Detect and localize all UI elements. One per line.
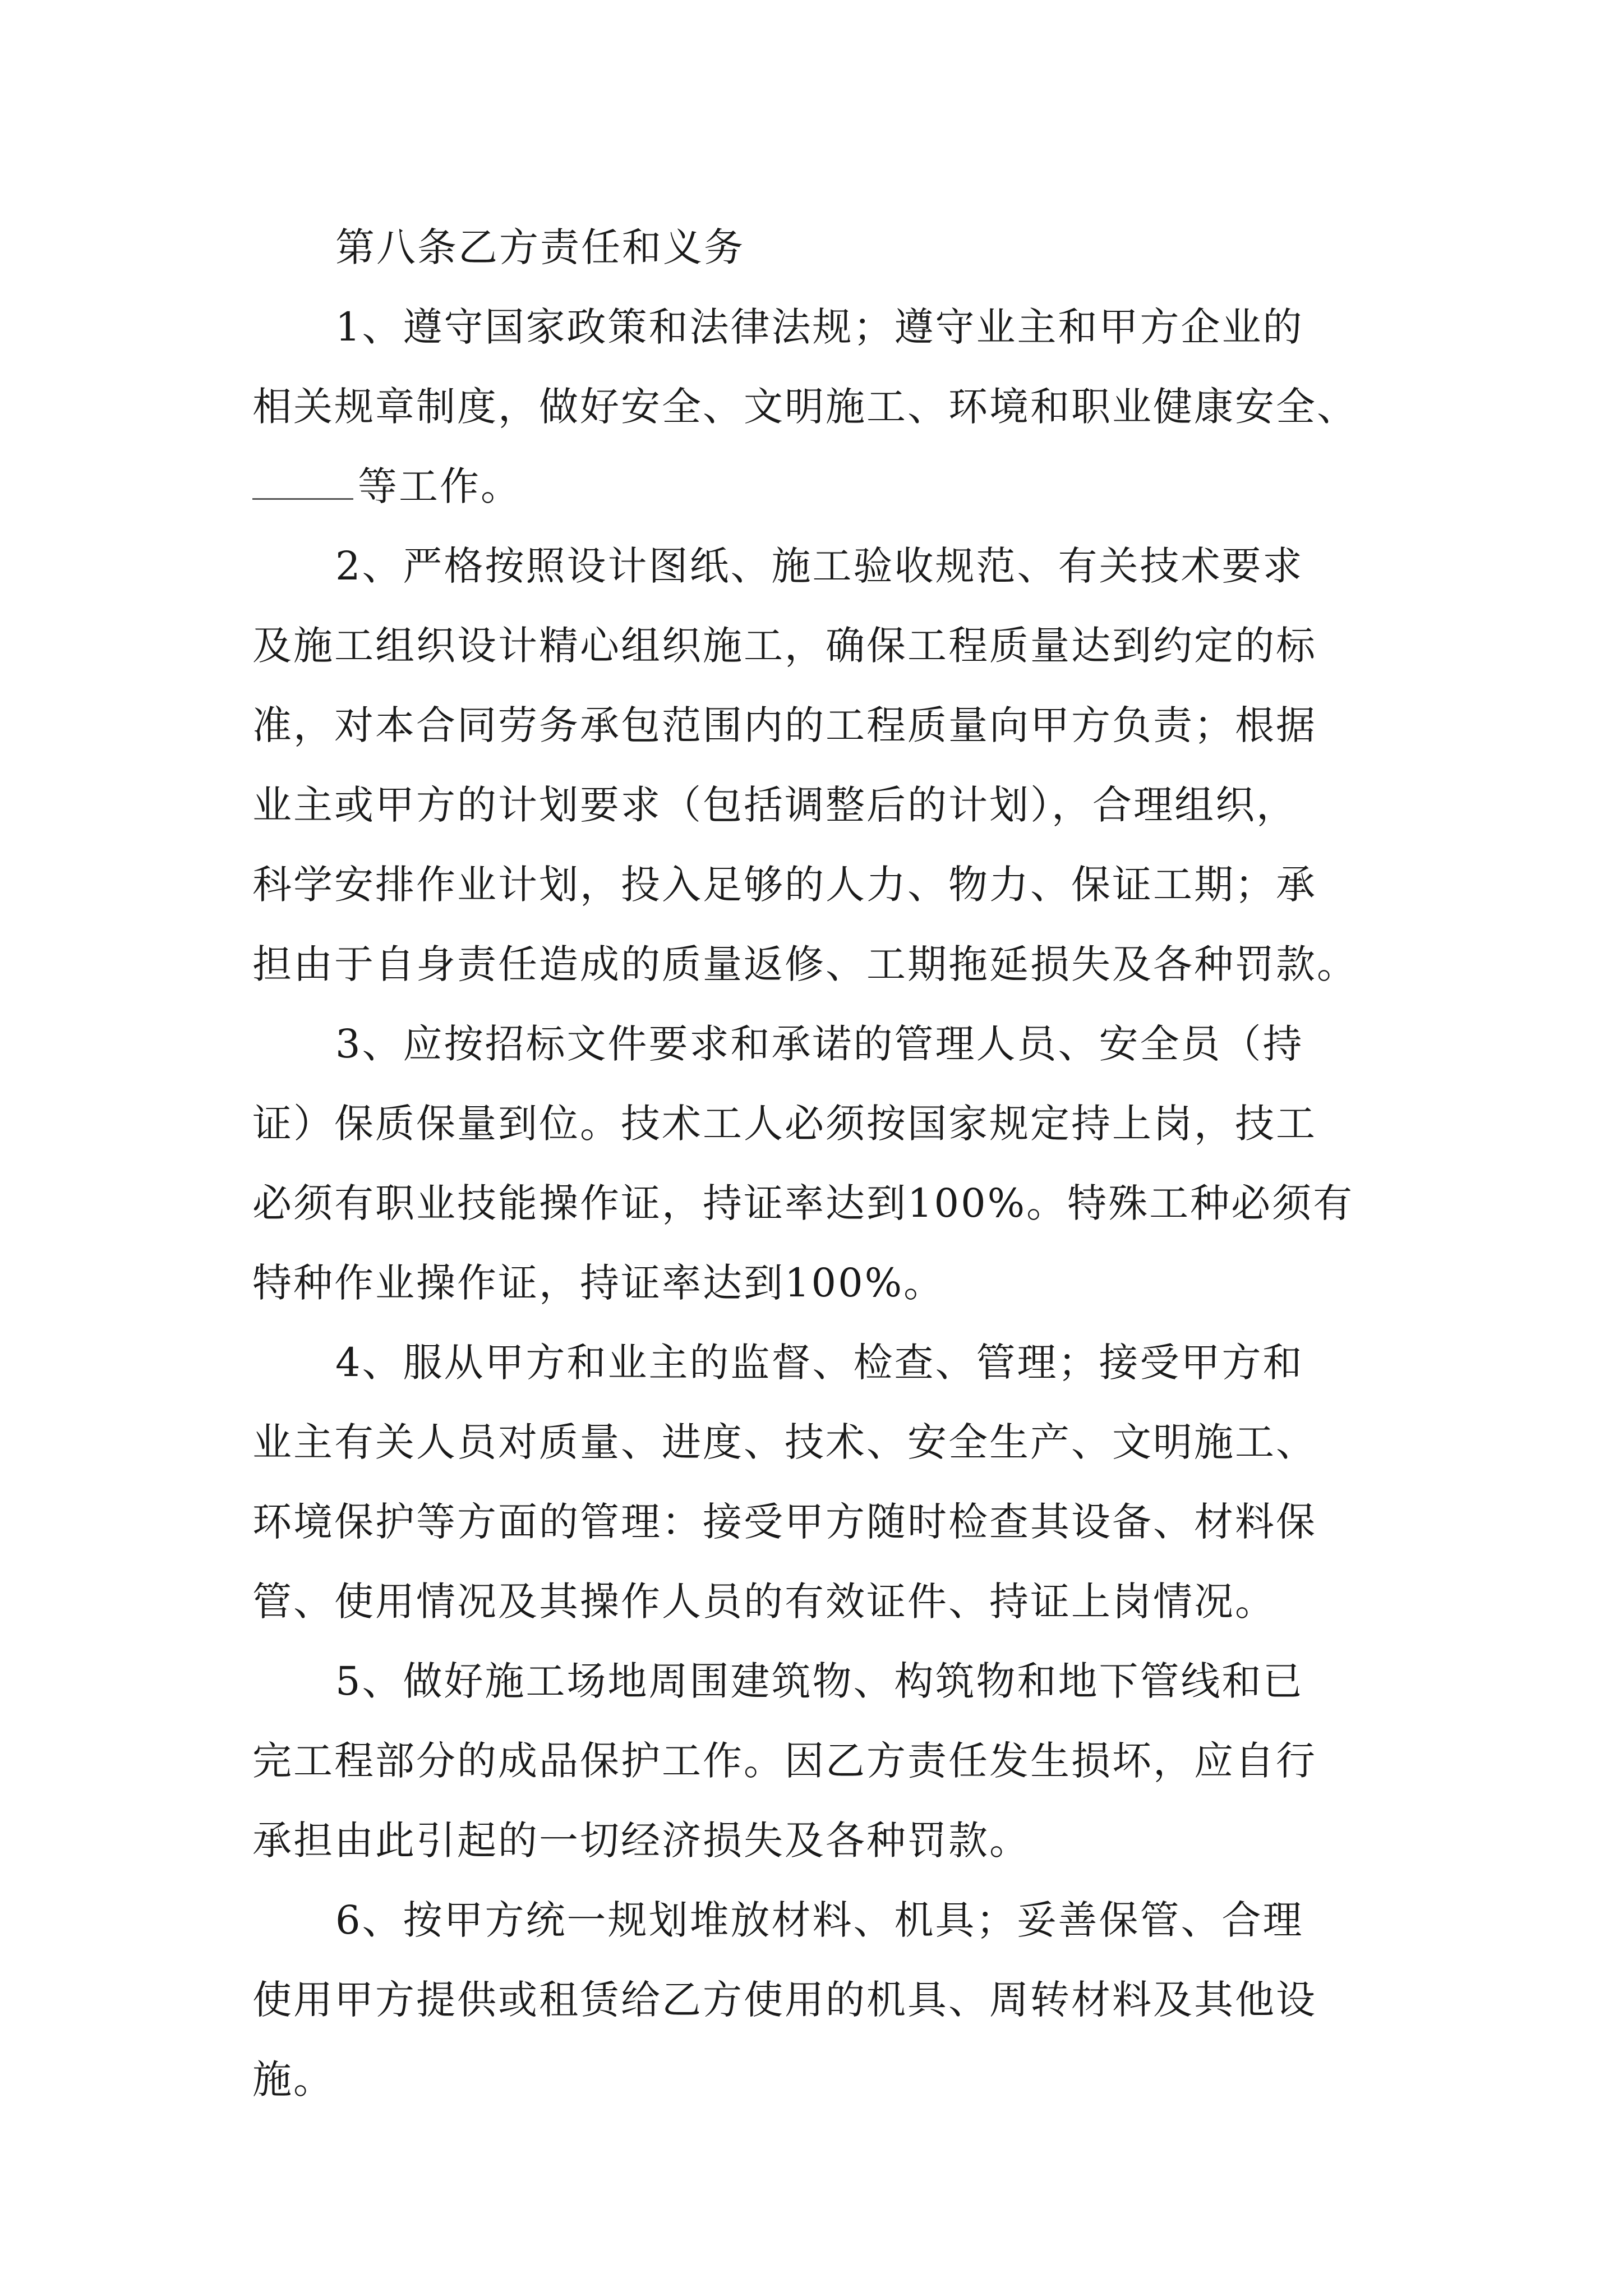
clause-1-line-2: 相关规章制度，做好安全、文明施工、环境和职业健康安全、 (252, 384, 1358, 430)
clause-6 (252, 1880, 1385, 2119)
fill-in-blank (252, 464, 353, 500)
clause-2-line-3: 准，对本合同劳务承包范围内的工程质量向甲方负责；根据 (252, 702, 1317, 748)
clause-4-line-1: 4、服从甲方和业主的监督、检查、管理；接受甲方和 (335, 1340, 1304, 1386)
clause-4-line-4: 管、使用情况及其操作人员的有效证件、持证上岗情况。 (252, 1579, 1276, 1625)
clause-4-line-2: 业主有关人员对质量、进度、技术、安全生产、文明施工、 (252, 1419, 1317, 1465)
clause-4-line-3: 环境保护等方面的管理：接受甲方随时检查其设备、材料保 (252, 1499, 1317, 1545)
clause-2-line-6: 担由于自身责任造成的质量返修、工期拖延损失及各种罚款。 (252, 941, 1358, 987)
clause-5 (252, 1641, 1385, 1880)
clause-3-line-2: 证）保质保量到位。技术工人必须按国家规定持上岗，技工 (252, 1101, 1317, 1147)
document-body (252, 208, 1385, 2119)
clause-3-line-4: 特种作业操作证，持证率达到100%。 (252, 1260, 945, 1306)
clause-3-line-3: 必须有职业技能操作证，持证率达到100%。特殊工种必须有 (252, 1180, 1354, 1226)
clause-2-line-1: 2、严格按照设计图纸、施工验收规范、有关技术要求 (335, 543, 1304, 589)
clause-4 (252, 1323, 1385, 1641)
clause-6-line-1: 6、按甲方统一规划堆放材料、机具；妥善保管、合理 (335, 1897, 1304, 1943)
clause-2-line-4: 业主或甲方的计划要求（包括调整后的计划），合理组织， (252, 782, 1297, 828)
clause-5-line-2: 完工程部分的成品保护工作。因乙方责任发生损坏，应自行 (252, 1738, 1317, 1784)
clause-2 (252, 526, 1385, 1004)
clause-3 (252, 1004, 1385, 1323)
clause-2-line-5: 科学安排作业计划，投入足够的人力、物力、保证工期；承 (252, 862, 1317, 908)
clause-3-line-1: 3、应按招标文件要求和承诺的管理人员、安全员（持 (335, 1021, 1304, 1067)
section-heading: 第八条乙方责任和义务 (335, 224, 745, 270)
clause-2-line-2: 及施工组织设计精心组织施工，确保工程质量达到约定的标 (252, 623, 1317, 669)
clause-6-line-2: 使用甲方提供或租赁给乙方使用的机具、周转材料及其他设 (252, 1977, 1317, 2023)
clause-6-line-3: 施。 (252, 2056, 334, 2102)
clause-1 (252, 287, 1385, 526)
clause-5-line-3: 承担由此引起的一切经济损失及各种罚款。 (252, 1818, 1030, 1864)
clause-1-line-1: 1、遵守国家政策和法律法规；遵守业主和甲方企业的 (335, 304, 1304, 350)
clause-5-line-1: 5、做好施工场地周围建筑物、构筑物和地下管线和已 (335, 1658, 1304, 1704)
clause-1-line-3 (252, 447, 1385, 526)
clause-1-blank-suffix: 等工作。 (358, 463, 522, 509)
